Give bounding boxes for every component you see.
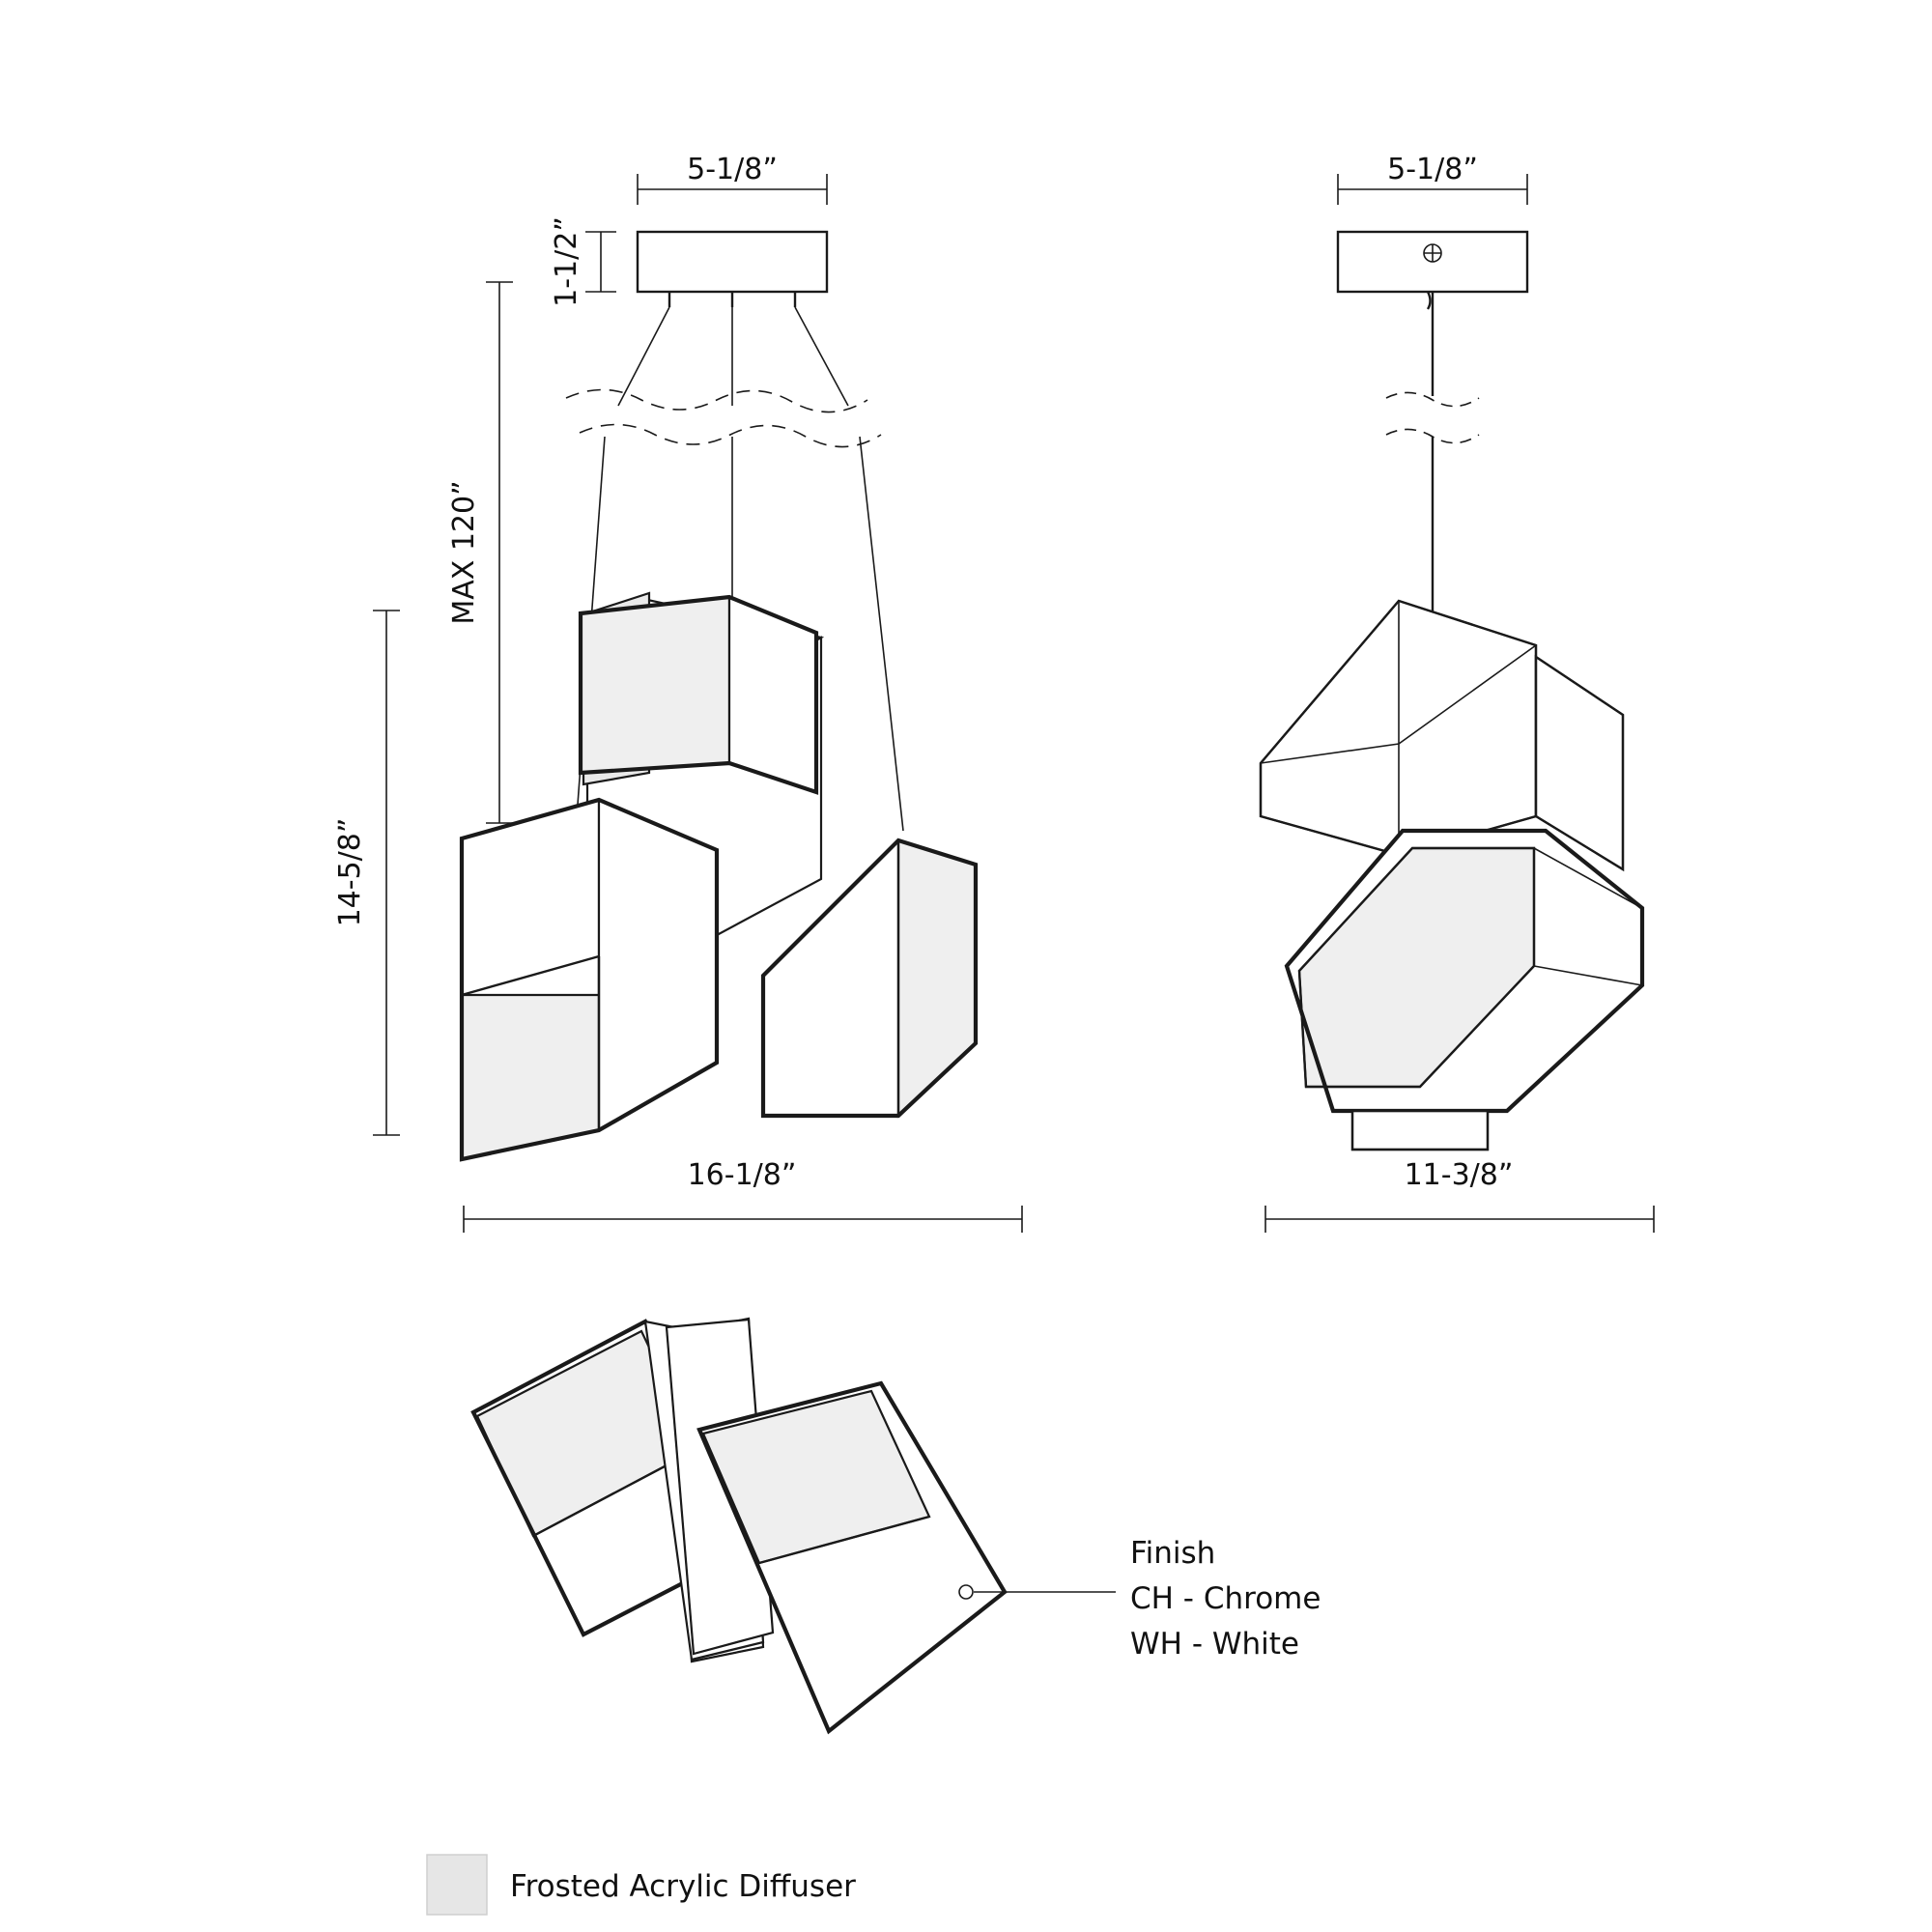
dim-canopy-height-front [550, 216, 616, 307]
side-cube-cluster [1261, 601, 1642, 1150]
dim-overall-width-side-label: 11-3/8” [1404, 1158, 1514, 1192]
front-canopy [638, 232, 827, 292]
diffuser-swatch [427, 1855, 487, 1915]
dim-canopy-width-front [638, 153, 827, 205]
dim-overall-width-front [464, 1158, 1022, 1233]
dim-canopy-height-front-label: 1-1/2” [550, 216, 583, 307]
diffuser-legend [427, 1855, 856, 1915]
dim-max-drop [447, 282, 513, 823]
finish-callout [959, 1536, 1321, 1662]
cube-left [462, 800, 717, 1159]
dim-overall-width-side [1265, 1158, 1654, 1233]
front-cube-cluster [462, 593, 976, 1159]
dim-max-drop-label: MAX 120” [447, 480, 481, 625]
side-cube-lower [1352, 1111, 1488, 1150]
side-cube-back [1261, 601, 1536, 855]
dim-overall-width-front-label: 16-1/8” [687, 1158, 797, 1192]
finish-title: Finish [1130, 1536, 1216, 1571]
side-canopy [1338, 232, 1527, 292]
dim-canopy-width-front-label: 5-1/8” [687, 153, 778, 186]
dim-fixture-height [333, 611, 400, 1135]
front-elevation-view [333, 153, 1022, 1233]
side-elevation-view [1261, 153, 1654, 1233]
finish-option-ch: CH - Chrome [1130, 1581, 1321, 1616]
diffuser-legend-label: Frosted Acrylic Diffuser [510, 1869, 856, 1904]
dim-canopy-width-side-label: 5-1/8” [1387, 153, 1478, 186]
dim-fixture-height-label: 14-5/8” [333, 817, 367, 927]
finish-option-wh: WH - White [1130, 1627, 1299, 1662]
top-plan-view [473, 1319, 1321, 1731]
plan-square-bottom-right [699, 1381, 1005, 1731]
side-cube-front [1287, 831, 1642, 1111]
dim-canopy-width-side [1338, 153, 1527, 205]
